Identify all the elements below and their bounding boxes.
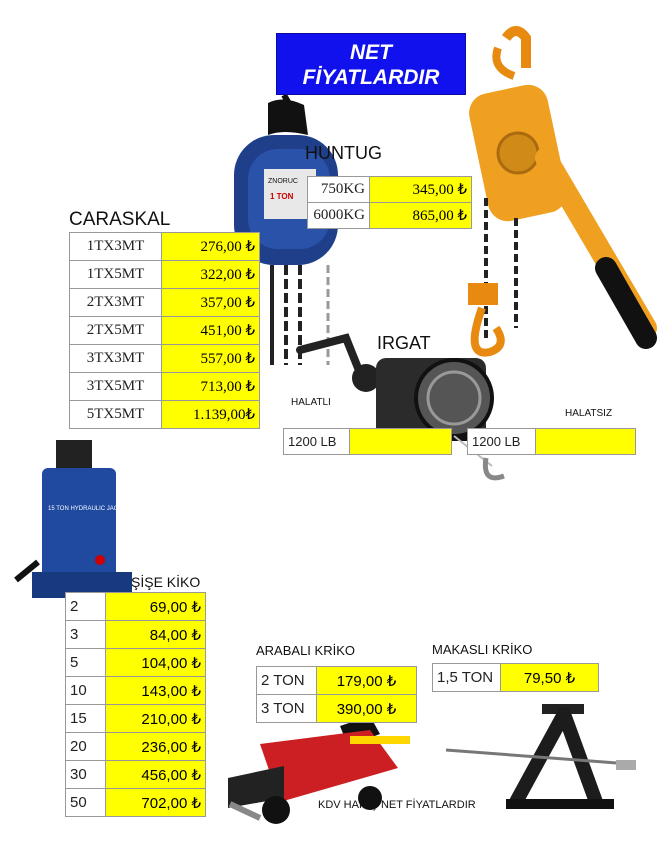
table-row (70, 289, 260, 317)
table-row (66, 649, 206, 677)
caraskal-price-table (69, 232, 260, 429)
row-label: 2 TON (257, 667, 317, 695)
row-price: 557,00 ₺ (162, 345, 260, 373)
huntug-title: HUNTUG (305, 143, 382, 163)
row-price: 390,00 ₺ (317, 695, 417, 723)
table-row (66, 789, 206, 817)
row-label: 1TX5MT (70, 261, 162, 289)
banner-line-2: FİYATLARDIR (302, 66, 440, 89)
table-row (66, 733, 206, 761)
irgat-title: IRGAT (377, 333, 431, 353)
halatli-price-table (283, 428, 452, 455)
row-label: 30 (66, 761, 106, 789)
row-label: 1TX3MT (70, 233, 162, 261)
table-row (284, 429, 452, 455)
row-price: 1.139,00₺ (162, 401, 260, 429)
table-row (70, 401, 260, 429)
row-price: 79,50 ₺ (501, 664, 599, 692)
scissor-jack-image (446, 704, 646, 816)
row-label: 15 (66, 705, 106, 733)
arabali-kriko-title: ARABALI KRİKO (256, 643, 355, 658)
sise-kiko-title: ŞİŞE KİKO (131, 574, 201, 590)
hoist-brand-label: ZNORUC (268, 178, 298, 185)
banner-line-1: NET (350, 41, 392, 64)
row-price: 322,00 ₺ (162, 261, 260, 289)
table-row (66, 621, 206, 649)
row-label: 2TX3MT (70, 289, 162, 317)
vat-excluded-footer: KDV HARİÇ NET FİYATLARDIR (318, 799, 476, 811)
row-price: 84,00 ₺ (106, 621, 206, 649)
table-row (70, 373, 260, 401)
table-row (308, 203, 472, 229)
caraskal-title: CARASKAL (69, 209, 171, 230)
row-label: 2 (66, 593, 106, 621)
table-row (308, 177, 472, 203)
huntug-price-table (307, 176, 472, 229)
table-row (70, 345, 260, 373)
row-label: 2TX5MT (70, 317, 162, 345)
arabali-kriko-price-table (256, 666, 417, 723)
table-row (66, 677, 206, 705)
row-label: 3TX3MT (70, 345, 162, 373)
row-price: 210,00 ₺ (106, 705, 206, 733)
row-label: 3 (66, 621, 106, 649)
sise-kiko-price-table (65, 592, 206, 817)
halatli-title: HALATLI (291, 397, 331, 408)
row-price: 456,00 ₺ (106, 761, 206, 789)
row-price: 345,00 ₺ (370, 177, 472, 203)
row-price: 179,00 ₺ (317, 667, 417, 695)
row-price: 143,00 ₺ (106, 677, 206, 705)
row-price: 451,00 ₺ (162, 317, 260, 345)
row-label: 1200 LB (284, 429, 350, 455)
row-price (350, 429, 452, 455)
halatsiz-price-table (467, 428, 636, 455)
row-label: 1,5 TON (433, 664, 501, 692)
row-label: 20 (66, 733, 106, 761)
row-label: 6000KG (308, 203, 370, 229)
row-price: 357,00 ₺ (162, 289, 260, 317)
table-row (257, 695, 417, 723)
row-price: 104,00 ₺ (106, 649, 206, 677)
row-price (536, 429, 636, 455)
row-label: 3TX5MT (70, 373, 162, 401)
bottle-jack-label: 15 TON HYDRAULIC JACK (48, 506, 123, 512)
row-price: 276,00 ₺ (162, 233, 260, 261)
table-row (66, 593, 206, 621)
table-row (70, 233, 260, 261)
row-price: 713,00 ₺ (162, 373, 260, 401)
hoist-capacity-label: 1 TON (270, 192, 294, 201)
table-row (66, 761, 206, 789)
row-label: 3 TON (257, 695, 317, 723)
makasli-kriko-title: MAKASLI KRİKO (432, 642, 533, 657)
makasli-kriko-price-table (432, 663, 599, 692)
halatsiz-title: HALATSIZ (565, 408, 613, 419)
table-row (66, 705, 206, 733)
table-row (468, 429, 636, 455)
net-prices-banner (276, 33, 466, 95)
bottle-jack-image (12, 440, 142, 602)
lever-hoist-image (456, 28, 656, 353)
table-row (70, 317, 260, 345)
row-label: 750KG (308, 177, 370, 203)
row-label: 1200 LB (468, 429, 536, 455)
table-row (257, 667, 417, 695)
row-price: 69,00 ₺ (106, 593, 206, 621)
row-label: 5 (66, 649, 106, 677)
row-price: 702,00 ₺ (106, 789, 206, 817)
row-label: 5TX5MT (70, 401, 162, 429)
table-row (70, 261, 260, 289)
row-price: 236,00 ₺ (106, 733, 206, 761)
table-row (433, 664, 599, 692)
row-price: 865,00 ₺ (370, 203, 472, 229)
row-label: 10 (66, 677, 106, 705)
row-label: 50 (66, 789, 106, 817)
